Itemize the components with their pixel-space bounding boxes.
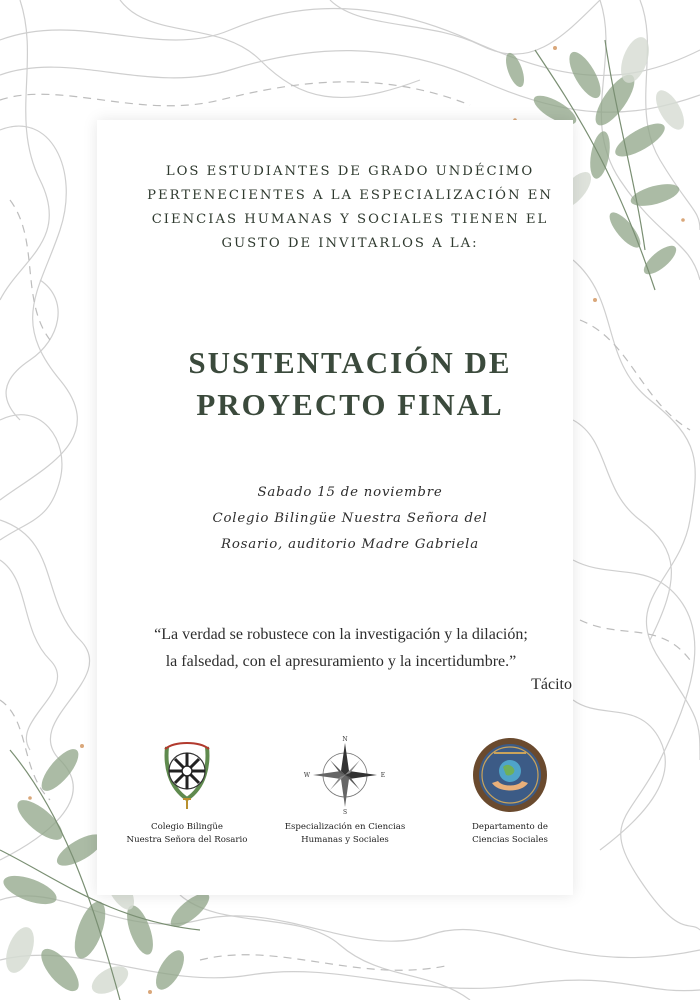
school-logo	[107, 735, 267, 847]
compass-w: W	[303, 772, 311, 779]
quote	[110, 621, 572, 675]
title-line: SUSTENTACIÓN DE	[188, 345, 512, 380]
compass-rose-icon	[300, 735, 390, 815]
logo-caption-line: Colegio Bilingüe	[151, 822, 223, 832]
event-venue-line: Rosario, auditorio Madre Gabriela	[221, 537, 479, 552]
logo-caption-line: Especialización en Ciencias	[284, 822, 406, 832]
intro-line: PERTENECIENTES A LA ESPECIALIZACIÓN EN	[147, 188, 553, 203]
logo-caption-line: Nuestra Señora del Rosario	[126, 835, 248, 845]
logo-caption-line: Humanas y Sociales	[301, 835, 389, 845]
logo-caption-line: Ciencias Sociales	[472, 835, 548, 845]
compass-n: N	[342, 736, 348, 743]
intro-text	[0, 160, 700, 256]
compass-e: E	[380, 772, 386, 779]
intro-line: GUSTO DE INVITARLOS A LA:	[221, 236, 479, 251]
department-logo	[430, 735, 590, 847]
title-line: PROYECTO FINAL	[196, 387, 504, 422]
intro-line: CIENCIAS HUMANAS Y SOCIALES TIENEN EL	[151, 212, 549, 227]
logo-caption-line: Departamento de	[471, 822, 548, 832]
quote-line: “La verdad se robustece con la investigación y la dilación;	[154, 626, 528, 643]
specialization-logo	[265, 735, 425, 847]
quote-author: Tácito	[531, 676, 572, 693]
intro-line: LOS ESTUDIANTES DE GRADO UNDÉCIMO	[165, 164, 535, 179]
event-details	[0, 480, 700, 558]
event-title	[0, 342, 700, 426]
compass-s: S	[342, 809, 348, 815]
event-date: Sabado 15 de noviembre	[257, 485, 443, 500]
quote-line: la falsedad, con el apresuramiento y la incertidumbre.”	[165, 653, 517, 670]
school-crest-icon	[155, 735, 219, 815]
social-sciences-seal-icon	[470, 735, 550, 815]
event-venue-line: Colegio Bilingüe Nuestra Señora del	[212, 511, 488, 526]
